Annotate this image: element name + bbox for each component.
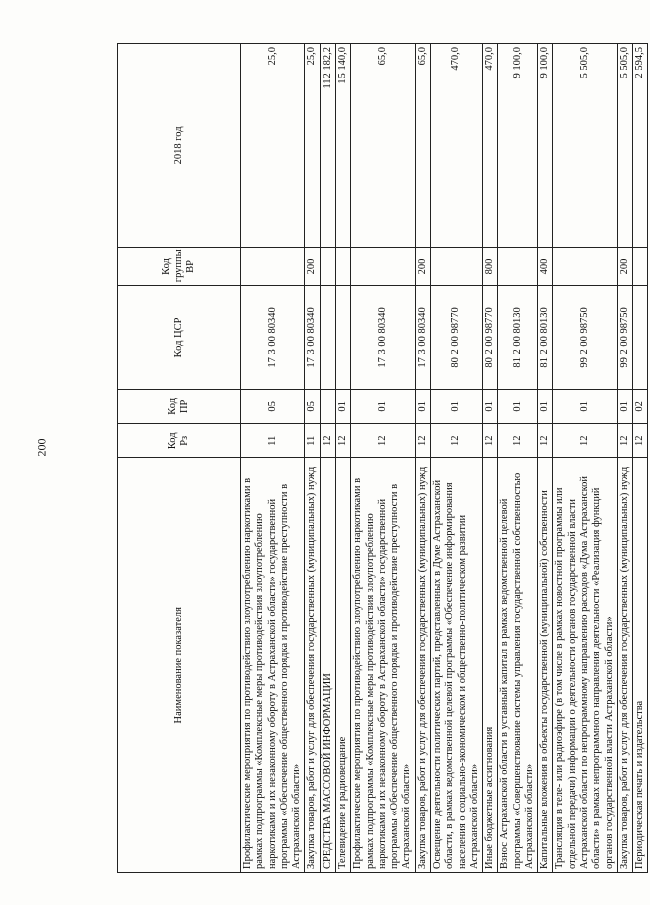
- cell-pr: 01: [430, 389, 482, 423]
- header-rz: Код Рз: [118, 424, 241, 458]
- cell-vr: [553, 247, 617, 286]
- table-row: [430, 44, 482, 873]
- cell-vr: 200: [617, 247, 632, 286]
- cell-name: Закупка товаров, работ и услуг для обеспечения государственных (муниципальных) нужд: [305, 458, 320, 873]
- cell-vr: [241, 247, 305, 286]
- budget-table: [117, 43, 648, 873]
- cell-name: Иные бюджетные ассигнования: [483, 458, 498, 873]
- cell-pr: 01: [335, 389, 350, 423]
- rotated-table-container: [117, 43, 650, 873]
- cell-name: СРЕДСТВА МАССОВОЙ ИНФОРМАЦИИ: [320, 458, 335, 873]
- cell-vr: [335, 247, 350, 286]
- table-row: [617, 44, 632, 873]
- table-row: [498, 44, 538, 873]
- table-row: [305, 44, 320, 873]
- header-csr: Код ЦСР: [118, 286, 241, 389]
- budget-table-rotated: [117, 43, 650, 873]
- cell-csr: [320, 286, 335, 389]
- cell-pr: 01: [553, 389, 617, 423]
- cell-csr: 17 3 00 80340: [305, 286, 320, 389]
- cell-csr: 17 3 00 80340: [415, 286, 430, 389]
- cell-amount: 25,0: [241, 44, 305, 248]
- cell-pr: 02: [633, 389, 648, 423]
- cell-vr: [430, 247, 482, 286]
- cell-csr: 81 2 00 80130: [498, 286, 538, 389]
- cell-vr: 800: [483, 247, 498, 286]
- cell-amount: 5 505,0: [553, 44, 617, 248]
- cell-vr: [633, 247, 648, 286]
- cell-rz: 11: [305, 424, 320, 458]
- cell-pr: 05: [305, 389, 320, 423]
- page-number: 200: [34, 438, 49, 457]
- cell-vr: [351, 247, 415, 286]
- cell-vr: 400: [538, 247, 553, 286]
- table-row: [415, 44, 430, 873]
- cell-rz: 12: [483, 424, 498, 458]
- cell-name: Профилактические мероприятия по противодействию злоупотреблению наркотиками в рамках подпрограммы «Комплексные меры противодействия злоупотреблению наркотиками и их незаконному обороту в Астраханской области» государственной программы «Обеспечение общественного порядка и противодействие преступности в Астраханской области»: [351, 458, 415, 873]
- cell-amount: 65,0: [351, 44, 415, 248]
- cell-name: Закупка товаров, работ и услуг для обеспечения государственных (муниципальных) нужд: [415, 458, 430, 873]
- cell-amount: 5 505,0: [617, 44, 632, 248]
- cell-csr: 80 2 00 98770: [483, 286, 498, 389]
- cell-amount: 112 182,2: [320, 44, 335, 248]
- cell-amount: 470,0: [483, 44, 498, 248]
- cell-vr: 200: [305, 247, 320, 286]
- cell-amount: 9 100,0: [498, 44, 538, 248]
- cell-rz: 12: [553, 424, 617, 458]
- table-header-row: [118, 44, 241, 873]
- cell-rz: 12: [538, 424, 553, 458]
- cell-pr: 01: [538, 389, 553, 423]
- table-row: [335, 44, 350, 873]
- cell-pr: 01: [415, 389, 430, 423]
- cell-rz: 12: [430, 424, 482, 458]
- cell-amount: 9 100,0: [538, 44, 553, 248]
- table-row: [483, 44, 498, 873]
- cell-name: Телевидение и радиовещание: [335, 458, 350, 873]
- cell-csr: [335, 286, 350, 389]
- cell-rz: 12: [415, 424, 430, 458]
- cell-csr: 99 2 00 98750: [617, 286, 632, 389]
- header-pr: Код ПР: [118, 389, 241, 423]
- table-row: [241, 44, 305, 873]
- header-vr: Код группы ВР: [118, 247, 241, 286]
- cell-rz: 12: [498, 424, 538, 458]
- cell-pr: 01: [617, 389, 632, 423]
- cell-rz: 12: [351, 424, 415, 458]
- cell-vr: [498, 247, 538, 286]
- cell-name: Освещение деятельности политических партий, представленных в Думе Астраханской области, в рамках ведомственной целевой программы «Обеспечение информирования населения о социально-экономическом и общественно-политическом развитии Астраханской области»: [430, 458, 482, 873]
- header-name: Наименование показателя: [118, 458, 241, 873]
- cell-amount: 65,0: [415, 44, 430, 248]
- cell-name: Профилактические мероприятия по противодействию злоупотреблению наркотиками в рамках подпрограммы «Комплексные меры противодействия злоупотреблению наркотиками и их незаконному обороту в Астраханской области» государственной программы «Обеспечение общественного порядка и противодействие преступности в Астраханской области»: [241, 458, 305, 873]
- cell-amount: 470,0: [430, 44, 482, 248]
- table-row: [633, 44, 648, 873]
- cell-pr: 05: [241, 389, 305, 423]
- cell-rz: 12: [617, 424, 632, 458]
- cell-csr: 99 2 00 98750: [553, 286, 617, 389]
- cell-rz: 11: [241, 424, 305, 458]
- header-year: 2018 год: [118, 44, 241, 248]
- cell-pr: [320, 389, 335, 423]
- cell-csr: 17 3 00 80340: [351, 286, 415, 389]
- table-body: [241, 44, 648, 873]
- cell-pr: 01: [351, 389, 415, 423]
- cell-rz: 12: [633, 424, 648, 458]
- table-row: [538, 44, 553, 873]
- cell-amount: 25,0: [305, 44, 320, 248]
- cell-csr: 80 2 00 98770: [430, 286, 482, 389]
- cell-pr: 01: [498, 389, 538, 423]
- table-row: [320, 44, 335, 873]
- cell-vr: [320, 247, 335, 286]
- cell-amount: 15 140,0: [335, 44, 350, 248]
- cell-name: Взнос Астраханской области в уставный капитал в рамках ведомственной целевой программы «Совершенствование системы управления государственной собственностью Астраханской области»: [498, 458, 538, 873]
- table-row: [553, 44, 617, 873]
- cell-amount: 2 594,5: [633, 44, 648, 248]
- cell-vr: 200: [415, 247, 430, 286]
- cell-name: Периодическая печать и издательства: [633, 458, 648, 873]
- cell-pr: 01: [483, 389, 498, 423]
- cell-csr: 17 3 00 80340: [241, 286, 305, 389]
- cell-rz: 12: [335, 424, 350, 458]
- table-row: [351, 44, 415, 873]
- cell-name: Капитальные вложения в объекты государственной (муниципальной) собственности: [538, 458, 553, 873]
- cell-name: Закупка товаров, работ и услуг для обеспечения государственных (муниципальных) нужд: [617, 458, 632, 873]
- cell-csr: [633, 286, 648, 389]
- cell-rz: 12: [320, 424, 335, 458]
- cell-name: Трансляция в теле- или радиоэфире (в том числе в рамках новостной программы или отдельной передачи) информации о деятельности органов государственной власти Астраханской области по непрограммному направлению расходов «Дума Астраханской области» в рамках непрограммного направления деятельности «Реализация функций органов государственной власти Астраханской области»: [553, 458, 617, 873]
- cell-csr: 81 2 00 80130: [538, 286, 553, 389]
